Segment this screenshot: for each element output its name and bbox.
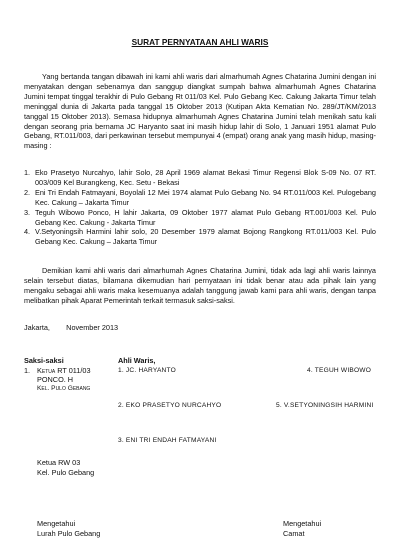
- list-item: [24, 188, 376, 208]
- heir-signature-4: 4. TEGUH WIBOWO: [307, 367, 372, 374]
- list-text: Teguh Wibowo Ponco, H lahir Jakarta, 09 Oktober 1977 alamat Pulo Gebang RT.001/003 Kel. Pulo Gebang Kec. Cakung - Jakarta Timur: [35, 207, 376, 227]
- footer-right-label: Mengetahui: [283, 519, 322, 528]
- list-item: [24, 168, 376, 188]
- witness-number: 1.: [24, 366, 31, 375]
- list-text: Eni Tri Endah Fatmayani, Boyolali 12 Mei 1974 alamat Pulo Gebang No. 94 RT.011/003 Kel. Pulogebang Kec. Cakung – Jakarta Timur: [35, 187, 376, 207]
- footer-right-office: Camat: [283, 529, 305, 538]
- list-text: Eko Prasetyo Nurcahyo, lahir Solo, 28 April 1969 alamat Bekasi Timur Regensi Blok S-09 No. 07 RT. 003/009 Kel Burangkeng, Kec. Setu - Bekasi: [35, 168, 376, 187]
- heirs-heading: Ahli Waris,: [118, 356, 156, 365]
- rw-area: Kel. Pulo Gebang: [37, 468, 95, 477]
- document-title: SURAT PERNYATAAN AHLI WARIS: [131, 37, 269, 47]
- heir-signature-1: 1. JC. HARYANTO: [118, 367, 176, 374]
- footer-left-office: Lurah Pulo Gebang: [37, 529, 101, 538]
- intro-paragraph: Yang bertanda tangan dibawah ini kami ahli waris dari almarhumah Agnes Chatarina Jumini dengan ini menyatakan dengan sebenarnya dan sanggup diangkat sumpah bahwa almarhumah Agnes Chatarina Jumini tempat tinggal terakhir di Pulo Gebang Rt 011/03 Kel. Pulo Gebang Kec. Cakung Jakarta Timur telah meninggal dunia di Jakarta pada tanggal 15 Oktober 2013 (Kutipan Akta Kematian No. 289/JT/KM/2013 tanggal 15 Oktober 2013). Semasa hidupnya almarhumah Agnes Chatarina Jumini telah menikah satu kali dengan seorang pria bernama JC Haryanto saat ini masih hidup lahir di Solo, 1 Januari 1951 alamat Pulo Gebang, RT.011/003, dari perkawinan tersebut mempunyai 4 (empat) orang anak yang masih hidup, masing-masing :: [24, 72, 376, 151]
- heir-signature-3: 3. ENI TRI ENDAH FATMAYANI: [118, 437, 217, 444]
- list-item: [24, 208, 376, 228]
- heir-signature-2: 2. EKO PRASETYO NURCAHYO: [118, 402, 222, 409]
- closing-paragraph: Demikian kami ahli waris dari almarhumah Agnes Chatarina Jumini, tidak ada lagi ahli waris lainnya selain tersebut diatas, bilamana dikemudian hari pernyataan ini tidak benar atau ada pihak lain yang mengaku sebagai ahli waris maka kesemuanya adalah tanggung jawab kami para ahli waris, dengan tanpa melibatkan pihak Aparat Pemerintah terkait termasuk saksi-saksi.: [24, 266, 376, 305]
- list-number: 2.: [24, 187, 31, 197]
- list-number: 1.: [24, 168, 31, 177]
- witness-rt-title: Ketua RT 011/03: [37, 366, 91, 375]
- footer-left-label: Mengetahui: [37, 519, 76, 528]
- list-number: 4.: [24, 227, 31, 237]
- witness-area: Kel. Pulo Gebang: [37, 385, 91, 392]
- witnesses-heading: Saksi-saksi: [24, 356, 64, 365]
- list-item: [24, 227, 376, 247]
- witness-name: PONCO. H: [37, 375, 74, 384]
- list-text: V.Setyoningsih Harmini lahir solo, 20 Desember 1979 alamat Bojong Rangkong RT.011/003 Kel. Pulo Gebang Kec. Cakung – Jakarta Timur: [35, 227, 376, 247]
- heir-signature-5: 5. V.SETYONINGSIH HARMINI: [276, 402, 374, 409]
- place-date: Jakarta, November 2013: [24, 323, 119, 332]
- list-number: 3.: [24, 207, 31, 217]
- heirs-list: [24, 168, 376, 247]
- rw-title: Ketua RW 03: [37, 458, 81, 467]
